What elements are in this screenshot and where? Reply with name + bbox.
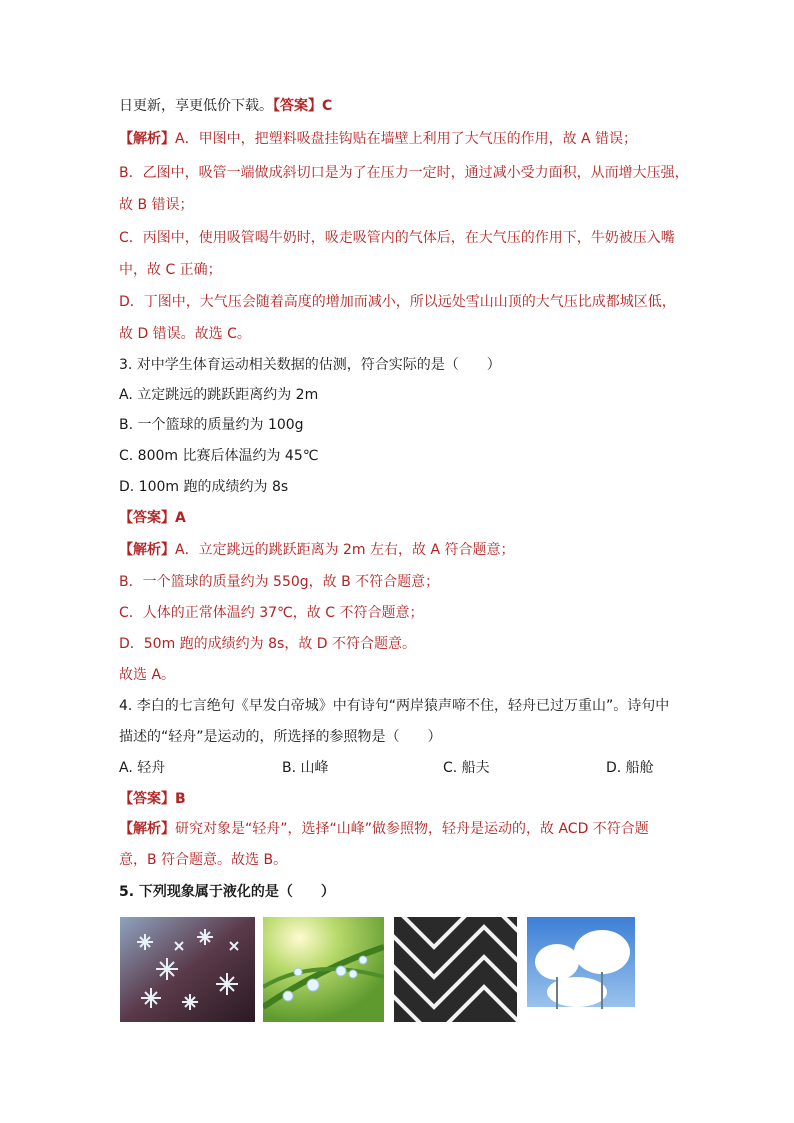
analysis-line: [119, 572, 439, 592]
analysis-text: C．丙图中，使用吸管喝牛奶时，吸走吸管内的气体后，在大气压的作用下，牛奶被压入嘴: [119, 230, 675, 246]
analysis-line: [119, 540, 515, 560]
analysis-text: 故选 A。: [119, 667, 176, 683]
analysis-line: [119, 129, 637, 149]
analysis-line: [119, 603, 423, 623]
dew-drops-image: [263, 917, 384, 1022]
analysis-line: [119, 195, 194, 215]
analysis-label: 【解析】: [119, 542, 175, 558]
analysis-line: [119, 634, 416, 654]
analysis-text: A．立定跳远的跳跃距离为 2m 左右，故 A 符合题意；: [175, 542, 515, 558]
frosted-net-illustration: [394, 917, 517, 1022]
question-4-option-d: D. 船舱: [606, 760, 654, 776]
analysis-label: 【解析】: [119, 131, 175, 147]
analysis-line: [119, 324, 251, 344]
analysis-text: 研究对象是“轻舟”，选择“山峰”做参照物，轻舟是运动的，故 ACD 不符合题: [175, 821, 649, 837]
analysis-line: [119, 850, 287, 870]
analysis-text: A．甲图中，把塑料吸盘挂钩贴在墙壁上利用了大气压的作用，故 A 错误；: [175, 131, 638, 147]
question-3-answer: [119, 508, 186, 528]
frost-flowers-illustration: [120, 917, 255, 1022]
dew-drops-illustration: [263, 917, 384, 1022]
answer-value: B: [175, 791, 186, 807]
question-3-option-b: B. 一个篮球的质量约为 100g: [119, 417, 304, 433]
analysis-line: [119, 819, 649, 839]
answer-line: [119, 96, 332, 116]
rime-trees-image: [527, 917, 635, 1022]
analysis-label: 【解析】: [119, 821, 175, 837]
question-4-stem: 4. 李白的七言绝句《早发白帝城》中有诗句“两岸猿声啼不住，轻舟已过万重山”。诗句中: [119, 698, 670, 714]
analysis-text: D．丁图中，大气压会随着高度的增加而减小，所以远处雪山山顶的大气压比成都城区低，: [119, 294, 676, 310]
analysis-line: [119, 665, 175, 685]
question-4-stem: 描述的“轻舟”是运动的，所选择的参照物是（ ）: [119, 729, 442, 745]
analysis-text: 故 D 错误。故选 C。: [119, 326, 251, 342]
analysis-line: [119, 228, 675, 248]
question-3-option-c: C. 800m 比赛后体温约为 45℃: [119, 448, 319, 464]
answer-value: A: [175, 510, 186, 526]
question-3-stem: 3. 对中学生体育运动相关数据的估测，符合实际的是（ ）: [119, 357, 501, 373]
answer-value: C: [322, 98, 333, 114]
header-text: 日更新，享更低价下载。: [119, 98, 273, 114]
analysis-text: B．一个篮球的质量约为 550g，故 B 不符合题意；: [119, 574, 440, 590]
answer-label: 【答案】: [119, 510, 175, 526]
rime-trees-illustration: [527, 917, 635, 1022]
question-3-option-d: D. 100m 跑的成绩约为 8s: [119, 479, 289, 495]
analysis-text: D．50m 跑的成绩约为 8s，故 D 不符合题意。: [119, 636, 417, 652]
analysis-text: B．乙图中，吸管一端做成斜切口是为了在压力一定时，通过减小受力面积，从而增大压强，: [119, 165, 689, 181]
frost-flowers-image: [120, 917, 255, 1022]
analysis-text: 意，B 符合题意。故选 B。: [119, 852, 288, 868]
question-4-option-b: B. 山峰: [282, 760, 329, 776]
analysis-text: C．人体的正常体温约 37℃，故 C 不符合题意；: [119, 605, 424, 621]
analysis-line: [119, 163, 689, 183]
question-4-answer: [119, 789, 186, 809]
analysis-line: [119, 292, 676, 312]
frosted-net-image: [394, 917, 517, 1022]
question-3-option-a: A. 立定跳远的跳跃距离约为 2m: [119, 387, 319, 403]
question-5-stem: 5. 下列现象属于液化的是（ ）: [119, 884, 335, 900]
answer-label: 【答案】: [273, 98, 322, 114]
analysis-text: 中，故 C 正确；: [119, 262, 222, 278]
question-4-option-a: A. 轻舟: [119, 760, 166, 776]
analysis-text: 故 B 错误；: [119, 197, 194, 213]
analysis-line: [119, 260, 222, 280]
answer-label: 【答案】: [119, 791, 175, 807]
question-4-option-c: C. 船夫: [443, 760, 490, 776]
